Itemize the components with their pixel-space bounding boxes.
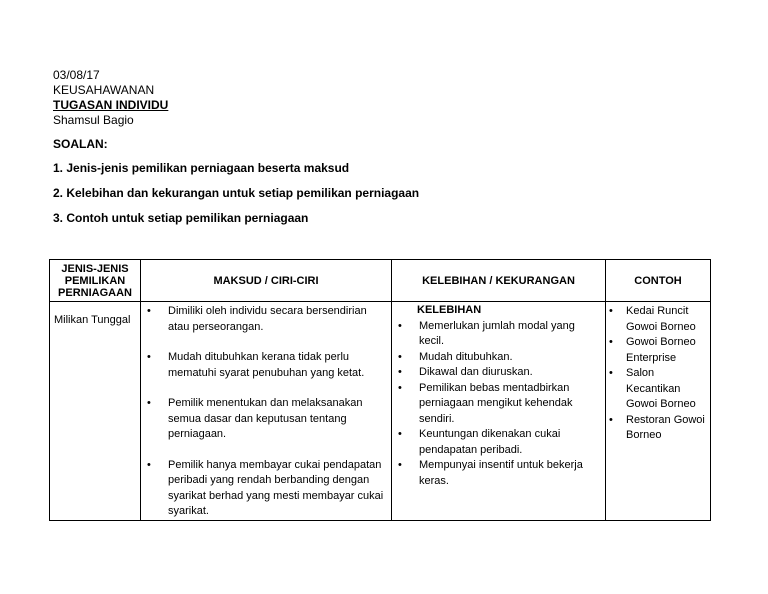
questions-heading: SOALAN: bbox=[53, 137, 108, 151]
maksud-cell bbox=[141, 302, 392, 521]
list-item: • Mudah ditubuhkan. bbox=[392, 350, 597, 366]
question-3: 3. Contoh untuk setiap pemilikan perniagaan bbox=[53, 211, 309, 225]
contoh-cell bbox=[606, 302, 711, 521]
kelebihan-cell bbox=[392, 302, 606, 521]
ownership-type: Milikan Tunggal bbox=[50, 302, 141, 521]
list-item: • Dikawal dan diuruskan. bbox=[392, 365, 597, 381]
question-2: 2. Kelebihan dan kekurangan untuk setiap pemilikan perniagaan bbox=[53, 186, 420, 200]
question-1: 1. Jenis-jenis pemilikan perniagaan beserta maksud bbox=[53, 161, 350, 175]
list-item: • Mudah ditubuhkan kerana tidak perlu mematuhi syarat penubuhan yang ketat. bbox=[141, 350, 385, 381]
list-item: • Salon Kecantikan Gowoi Borneo bbox=[606, 366, 706, 413]
ownership-table bbox=[49, 259, 711, 521]
date: 03/08/17 bbox=[53, 68, 100, 82]
list-item: • Keuntungan dikenakan cukai pendapatan peribadi. bbox=[392, 427, 597, 458]
header-jenis: JENIS-JENIS PEMILIKAN PERNIAGAAN bbox=[50, 260, 141, 302]
list-item: • Pemilikan bebas mentadbirkan perniagaan mengikut kehendak sendiri. bbox=[392, 381, 597, 428]
assignment-title: TUGASAN INDIVIDU bbox=[53, 98, 169, 112]
list-item: • Pemilik hanya membayar cukai pendapatan peribadi yang rendah berbanding dengan syarikat berhad yang mesti membayar cukai syarikat. bbox=[141, 458, 385, 520]
document-header bbox=[53, 68, 168, 128]
subject: KEUSAHAWANAN bbox=[53, 83, 155, 97]
list-item: • Pemilik menentukan dan melaksanakan semua dasar dan keputusan tentang perniagaan. bbox=[141, 396, 385, 443]
list-item: • Restoran Gowoi Borneo bbox=[606, 413, 706, 444]
kelebihan-title: KELEBIHAN bbox=[417, 304, 482, 316]
list-item: • Kedai Runcit Gowoi Borneo bbox=[606, 304, 706, 335]
header-maksud: MAKSUD / CIRI-CIRI bbox=[141, 260, 392, 302]
list-item: • Mempunyai insentif untuk bekerja keras. bbox=[392, 458, 597, 489]
table-row bbox=[50, 302, 711, 521]
header-contoh: CONTOH bbox=[606, 260, 711, 302]
list-item: • Memerlukan jumlah modal yang kecil. bbox=[392, 319, 597, 350]
header-kelebihan: KELEBIHAN / KEKURANGAN bbox=[392, 260, 606, 302]
list-item: • Dimiliki oleh individu secara bersendirian atau perseorangan. bbox=[141, 304, 385, 335]
author-name: Shamsul Bagio bbox=[53, 113, 134, 127]
list-item: • Gowoi Borneo Enterprise bbox=[606, 335, 706, 366]
